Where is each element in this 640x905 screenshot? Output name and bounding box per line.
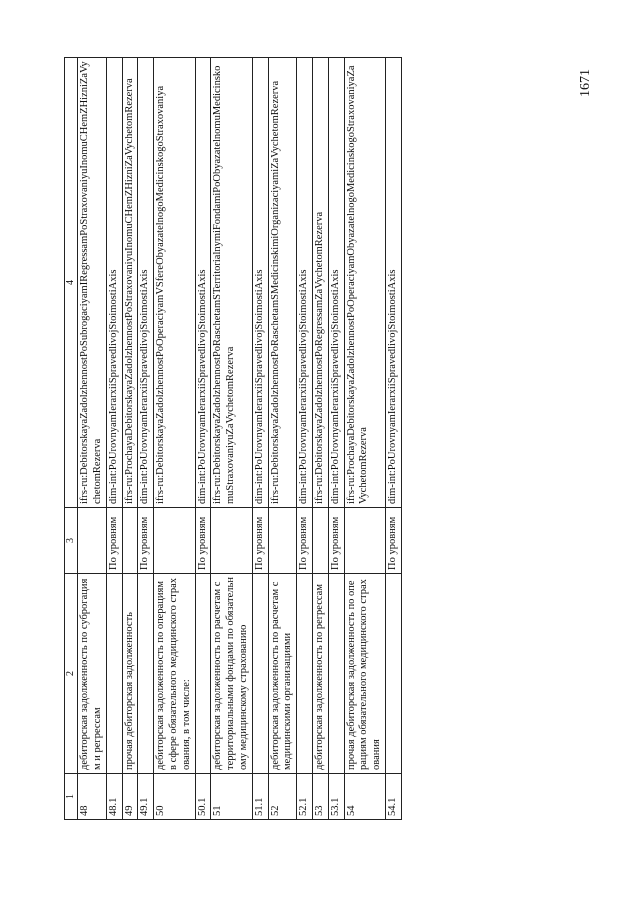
header-col-2: 2 xyxy=(65,574,78,774)
cell-axis: ifrs-ru:DebitorskayaZadolzhennostPoSubrogaciyamIRegressamPoStraxovaniyuInomuCHemZHizniZaVychetomRezerva xyxy=(78,58,107,508)
header-col-4: 4 xyxy=(65,58,78,508)
header-col-1: 1 xyxy=(65,774,78,820)
table-row xyxy=(138,58,154,820)
cell-num: 49 xyxy=(122,774,138,820)
table-row xyxy=(297,58,313,820)
cell-axis: dim-int:PoUrovnyamIerarxiiSpravedlivojStoimostiAxis xyxy=(328,58,344,508)
cell-desc: дебиторская задолженность по расчетам с территориальными фондами по обязательному медицинскому страхованию xyxy=(211,574,252,774)
cell-level: По уровням xyxy=(328,508,344,574)
cell-desc: дебиторская задолженность по суброгациям и регрессам xyxy=(78,574,107,774)
cell-desc xyxy=(138,574,154,774)
cell-num: 53 xyxy=(312,774,328,820)
cell-level: По уровням xyxy=(195,508,211,574)
table-row xyxy=(78,58,107,820)
cell-level: По уровням xyxy=(252,508,268,574)
cell-level: По уровням xyxy=(106,508,122,574)
cell-desc: дебиторская задолженность по операциям в сфере обязательного медицинского страхования, в том числе: xyxy=(154,574,195,774)
cell-axis: ifrs-ru:DebitorskayaZadolzhennostPoRaschetamSTerritorialnymiFondamiPoObyazatelnomuMedicinskomuStraxovaniyuZaVychetomRezerva xyxy=(211,58,252,508)
cell-level xyxy=(78,508,107,574)
table-row xyxy=(195,58,211,820)
cell-axis: dim-int:PoUrovnyamIerarxiiSpravedlivojStoimostiAxis xyxy=(297,58,313,508)
header-col-3: 3 xyxy=(65,508,78,574)
table-row xyxy=(122,58,138,820)
cell-num: 52 xyxy=(268,774,297,820)
cell-level xyxy=(344,508,385,574)
table-row xyxy=(211,58,252,820)
cell-desc xyxy=(252,574,268,774)
cell-num: 48.1 xyxy=(106,774,122,820)
cell-level xyxy=(154,508,195,574)
cell-num: 51 xyxy=(211,774,252,820)
cell-level: По уровням xyxy=(138,508,154,574)
header-row xyxy=(65,58,78,820)
cell-num: 53.1 xyxy=(328,774,344,820)
cell-level xyxy=(122,508,138,574)
cell-level xyxy=(211,508,252,574)
cell-level: По уровням xyxy=(385,508,401,574)
cell-axis: ifrs-ru:DebitorskayaZadolzhennostPoOperaciyamVSfereObyazatelnogoMedicinskogoStraxovaniya xyxy=(154,58,195,508)
cell-level: По уровням xyxy=(297,508,313,574)
cell-desc: прочая дебиторская задолженность xyxy=(122,574,138,774)
cell-axis: dim-int:PoUrovnyamIerarxiiSpravedlivojStoimostiAxis xyxy=(385,58,401,508)
cell-axis: dim-int:PoUrovnyamIerarxiiSpravedlivojStoimostiAxis xyxy=(252,58,268,508)
cell-level xyxy=(312,508,328,574)
cell-num: 52.1 xyxy=(297,774,313,820)
table-row xyxy=(344,58,385,820)
cell-num: 54.1 xyxy=(385,774,401,820)
cell-desc: дебиторская задолженность по расчетам с медицинскими организациями xyxy=(268,574,297,774)
table-row xyxy=(154,58,195,820)
cell-desc xyxy=(385,574,401,774)
cell-desc xyxy=(297,574,313,774)
cell-axis: dim-int:PoUrovnyamIerarxiiSpravedlivojStoimostiAxis xyxy=(138,58,154,508)
cell-num: 50 xyxy=(154,774,195,820)
cell-desc xyxy=(106,574,122,774)
cell-num: 54 xyxy=(344,774,385,820)
cell-desc xyxy=(328,574,344,774)
table-row xyxy=(328,58,344,820)
table-row xyxy=(252,58,268,820)
cell-num: 51.1 xyxy=(252,774,268,820)
cell-axis: ifrs-ru:ProchayaDebitorskayaZadolzhennostPoStraxovaniyuInomuCHemZHizniZaVychetomRezerva xyxy=(122,58,138,508)
cell-axis: ifrs-ru:ProchayaDebitorskayaZadolzhennostPoOperaciyamObyazatelnogoMedicinskogoStraxovaniyaZaVychetomRezerva xyxy=(344,58,385,508)
cell-axis: ifrs-ru:DebitorskayaZadolzhennostPoRaschetamSMedicinskimiOrganizaciyamiZaVychetomRezerva xyxy=(268,58,297,508)
table-row xyxy=(106,58,122,820)
taxonomy-table xyxy=(64,57,402,820)
table-row xyxy=(385,58,401,820)
cell-num: 49.1 xyxy=(138,774,154,820)
cell-axis: dim-int:PoUrovnyamIerarxiiSpravedlivojStoimostiAxis xyxy=(106,58,122,508)
table-row xyxy=(312,58,328,820)
page-number: 1671 xyxy=(578,69,593,97)
cell-axis: dim-int:PoUrovnyamIerarxiiSpravedlivojStoimostiAxis xyxy=(195,58,211,508)
cell-desc: прочая дебиторская задолженность по операциям обязательного медицинского страхования xyxy=(344,574,385,774)
table-row xyxy=(268,58,297,820)
cell-desc: дебиторская задолженность по регрессам xyxy=(312,574,328,774)
cell-desc xyxy=(195,574,211,774)
cell-num: 48 xyxy=(78,774,107,820)
cell-axis: ifrs-ru:DebitorskayaZadolzhennostPoRegressamZaVychetomRezerva xyxy=(312,58,328,508)
cell-level xyxy=(268,508,297,574)
cell-num: 50.1 xyxy=(195,774,211,820)
